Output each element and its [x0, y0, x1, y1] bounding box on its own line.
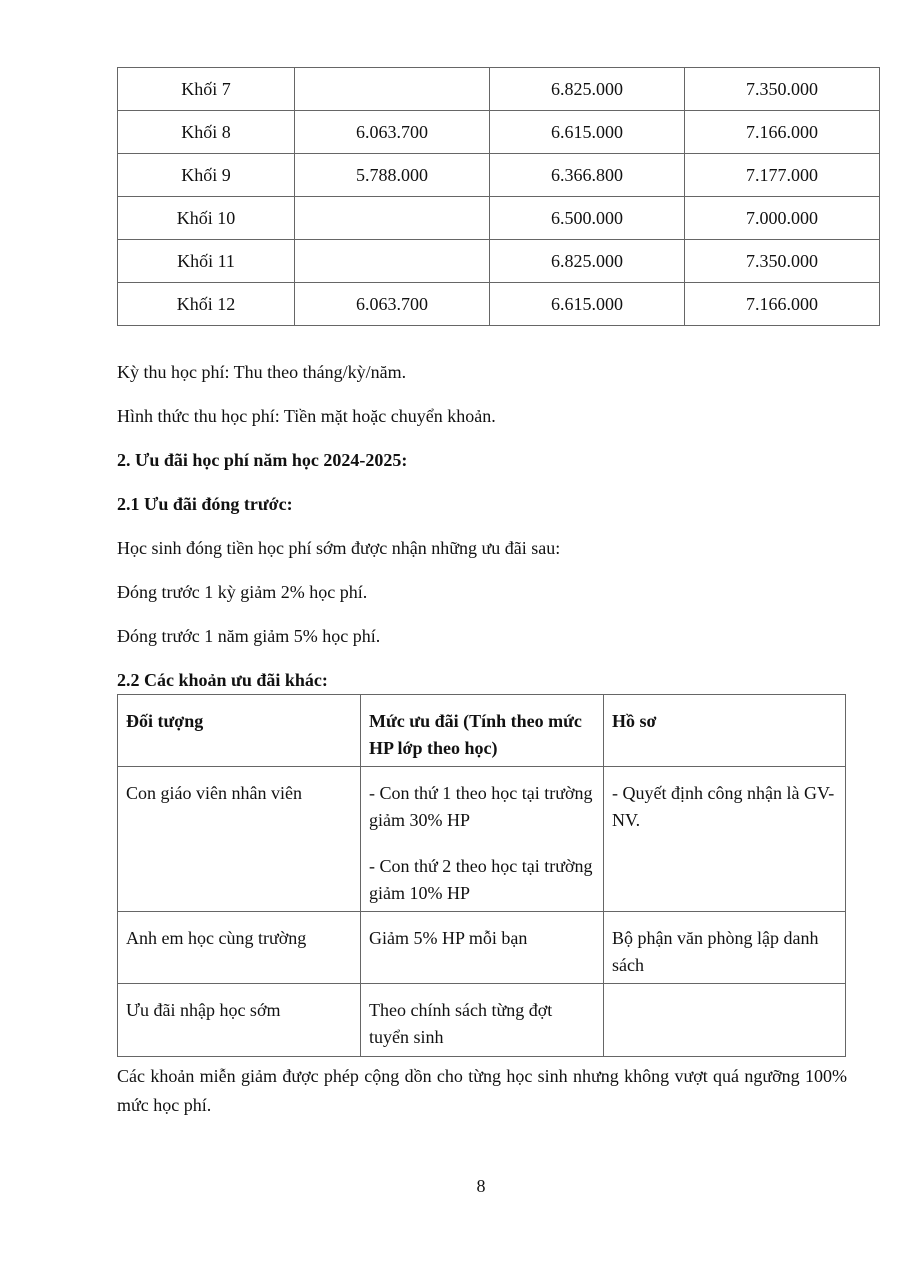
- fee-cell: 6.500.000: [490, 197, 685, 240]
- grade-cell: Khối 9: [118, 154, 295, 197]
- body-text: [117, 345, 849, 710]
- collection-period-text: Kỳ thu học phí: Thu theo tháng/kỳ/năm.: [117, 362, 407, 382]
- discount-row-staff-children: [118, 767, 846, 912]
- grade-cell: Khối 12: [118, 283, 295, 326]
- page-number: 8: [476, 1176, 486, 1196]
- tuition-row-grade-7: [118, 68, 880, 111]
- header-muc-uu-dai: Mức ưu đãi (Tính theo mức HP lớp theo học): [361, 695, 604, 767]
- tuition-row-grade-11: [118, 240, 880, 283]
- discount-detail-line: - Con thứ 2 theo học tại trường giảm 10% HP: [369, 856, 593, 903]
- doi-tuong-cell: Anh em học cùng trường: [118, 912, 361, 984]
- muc-uu-dai-cell: Giảm 5% HP mỗi bạn: [361, 912, 604, 984]
- fee-cell: 6.825.000: [490, 240, 685, 283]
- discount-table: [117, 694, 846, 1057]
- fee-cell: 6.063.700: [295, 111, 490, 154]
- section-2-1-heading: 2.1 Ưu đãi đóng trước:: [117, 494, 293, 514]
- ho-so-cell: - Quyết định công nhận là GV-NV.: [604, 767, 846, 912]
- fee-cell: 7.177.000: [685, 154, 880, 197]
- grade-cell: Khối 11: [118, 240, 295, 283]
- early-payment-intro-text: Học sinh đóng tiền học phí sớm được nhận những ưu đãi sau:: [117, 538, 561, 558]
- header-doi-tuong: Đối tượng: [118, 695, 361, 767]
- fee-cell: [295, 197, 490, 240]
- ho-so-cell: Bộ phận văn phòng lập danh sách: [604, 912, 846, 984]
- fee-cell: 6.825.000: [490, 68, 685, 111]
- section-2-heading: 2. Ưu đãi học phí năm học 2024-2025:: [117, 450, 408, 470]
- discount-row-siblings: [118, 912, 846, 984]
- fee-cell: 7.350.000: [685, 68, 880, 111]
- fee-cell: [295, 240, 490, 283]
- semester-discount-text: Đóng trước 1 kỳ giảm 2% học phí.: [117, 582, 368, 602]
- discount-row-early-enrollment: [118, 984, 846, 1057]
- fee-cell: 6.063.700: [295, 283, 490, 326]
- fee-cell: 7.166.000: [685, 283, 880, 326]
- fee-cell: 5.788.000: [295, 154, 490, 197]
- muc-uu-dai-cell: [361, 767, 604, 912]
- tuition-row-grade-8: [118, 111, 880, 154]
- tuition-row-grade-9: [118, 154, 880, 197]
- grade-cell: Khối 8: [118, 111, 295, 154]
- discount-detail-line: - Con thứ 1 theo học tại trường giảm 30% HP: [369, 783, 593, 830]
- doi-tuong-cell: Ưu đãi nhập học sớm: [118, 984, 361, 1057]
- payment-method-text: Hình thức thu học phí: Tiền mặt hoặc chuyển khoản.: [117, 406, 496, 426]
- grade-cell: Khối 7: [118, 68, 295, 111]
- grade-cell: Khối 10: [118, 197, 295, 240]
- tuition-row-grade-12: [118, 283, 880, 326]
- ho-so-cell: [604, 984, 846, 1057]
- doi-tuong-cell: Con giáo viên nhân viên: [118, 767, 361, 912]
- fee-cell: 7.000.000: [685, 197, 880, 240]
- fee-cell: [295, 68, 490, 111]
- fee-cell: 7.350.000: [685, 240, 880, 283]
- cumulative-discount-note: Các khoản miễn giảm được phép cộng dồn cho từng học sinh nhưng không vượt quá ngưỡng 100% mức học phí.: [117, 1066, 847, 1115]
- fee-cell: 6.615.000: [490, 111, 685, 154]
- fee-cell: 6.366.800: [490, 154, 685, 197]
- discount-table-header-row: [118, 695, 846, 767]
- fee-cell: 7.166.000: [685, 111, 880, 154]
- tuition-row-grade-10: [118, 197, 880, 240]
- section-2-2-heading: 2.2 Các khoản ưu đãi khác:: [117, 670, 328, 690]
- year-discount-text: Đóng trước 1 năm giảm 5% học phí.: [117, 626, 381, 646]
- header-ho-so: Hồ sơ: [604, 695, 846, 767]
- tuition-fee-table: [117, 67, 880, 326]
- muc-uu-dai-cell: Theo chính sách từng đợt tuyển sinh: [361, 984, 604, 1057]
- fee-cell: 6.615.000: [490, 283, 685, 326]
